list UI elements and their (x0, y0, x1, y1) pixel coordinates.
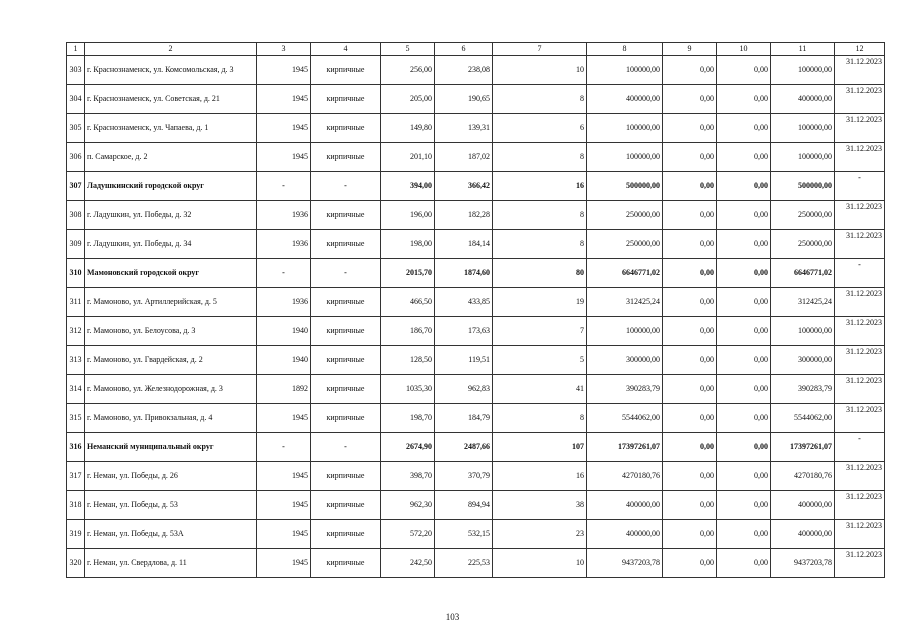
table-row (67, 143, 885, 172)
area-total-cell: 201,10 (381, 143, 435, 172)
area-total-cell: 398,70 (381, 462, 435, 491)
cost-col9-cell: 0,00 (663, 288, 717, 317)
column-header: 1 (67, 43, 85, 56)
cost-col11-cell: 312425,24 (771, 288, 835, 317)
area-total-cell: 2015,70 (381, 259, 435, 288)
area-total-cell: 962,30 (381, 491, 435, 520)
year-cell: 1945 (257, 520, 311, 549)
material-cell: - (311, 433, 381, 462)
row-number: 308 (67, 201, 85, 230)
address-cell: г. Краснознаменск, ул. Советская, д. 21 (85, 85, 257, 114)
area-living-cell: 532,15 (435, 520, 493, 549)
cost-col11-cell: 500000,00 (771, 172, 835, 201)
cost-col10-cell: 0,00 (717, 433, 771, 462)
cost-col11-cell: 390283,79 (771, 375, 835, 404)
material-cell: кирпичные (311, 85, 381, 114)
cost-total-cell: 500000,00 (587, 172, 663, 201)
material-cell: - (311, 259, 381, 288)
cost-col11-cell: 250000,00 (771, 201, 835, 230)
table-row (67, 317, 885, 346)
year-cell: 1945 (257, 114, 311, 143)
area-living-cell: 139,31 (435, 114, 493, 143)
year-cell: 1945 (257, 491, 311, 520)
cost-col10-cell: 0,00 (717, 346, 771, 375)
deadline-cell: 31.12.2023 (835, 230, 885, 259)
cost-col9-cell: 0,00 (663, 143, 717, 172)
cost-col9-cell: 0,00 (663, 404, 717, 433)
residents-cell: 16 (493, 462, 587, 491)
year-cell: 1936 (257, 230, 311, 259)
year-cell: 1945 (257, 462, 311, 491)
table-row (67, 462, 885, 491)
deadline-cell: - (835, 259, 885, 288)
deadline-cell: 31.12.2023 (835, 549, 885, 578)
residents-cell: 16 (493, 172, 587, 201)
column-header: 4 (311, 43, 381, 56)
row-number: 318 (67, 491, 85, 520)
address-cell: г. Мамоново, ул. Белоусова, д. 3 (85, 317, 257, 346)
residents-cell: 8 (493, 201, 587, 230)
residents-cell: 107 (493, 433, 587, 462)
column-header: 7 (493, 43, 587, 56)
cost-col10-cell: 0,00 (717, 230, 771, 259)
area-total-cell: 572,20 (381, 520, 435, 549)
cost-col9-cell: 0,00 (663, 462, 717, 491)
table-row (67, 375, 885, 404)
material-cell: кирпичные (311, 114, 381, 143)
group-total-row (67, 259, 885, 288)
cost-total-cell: 400000,00 (587, 491, 663, 520)
deadline-cell: - (835, 172, 885, 201)
cost-col9-cell: 0,00 (663, 201, 717, 230)
cost-col10-cell: 0,00 (717, 56, 771, 85)
cost-total-cell: 100000,00 (587, 56, 663, 85)
area-living-cell: 433,85 (435, 288, 493, 317)
address-cell: г. Краснознаменск, ул. Чапаева, д. 1 (85, 114, 257, 143)
cost-col9-cell: 0,00 (663, 172, 717, 201)
address-cell: Мамоновский городской округ (85, 259, 257, 288)
area-total-cell: 256,00 (381, 56, 435, 85)
area-total-cell: 196,00 (381, 201, 435, 230)
year-cell: - (257, 259, 311, 288)
cost-col10-cell: 0,00 (717, 491, 771, 520)
area-living-cell: 962,83 (435, 375, 493, 404)
year-cell: 1940 (257, 317, 311, 346)
deadline-cell: 31.12.2023 (835, 288, 885, 317)
table-row (67, 56, 885, 85)
residents-cell: 41 (493, 375, 587, 404)
address-cell: г. Мамоново, ул. Артиллерийская, д. 5 (85, 288, 257, 317)
material-cell: кирпичные (311, 462, 381, 491)
address-cell: г. Мамоново, ул. Железнодорожная, д. 3 (85, 375, 257, 404)
residents-cell: 10 (493, 56, 587, 85)
row-number: 316 (67, 433, 85, 462)
area-total-cell: 198,00 (381, 230, 435, 259)
area-total-cell: 128,50 (381, 346, 435, 375)
cost-total-cell: 9437203,78 (587, 549, 663, 578)
table-row (67, 288, 885, 317)
row-number: 307 (67, 172, 85, 201)
area-living-cell: 366,42 (435, 172, 493, 201)
address-cell: п. Самарское, д. 2 (85, 143, 257, 172)
material-cell: кирпичные (311, 230, 381, 259)
material-cell: кирпичные (311, 56, 381, 85)
row-number: 306 (67, 143, 85, 172)
material-cell: - (311, 172, 381, 201)
area-total-cell: 242,50 (381, 549, 435, 578)
cost-col10-cell: 0,00 (717, 462, 771, 491)
year-cell: 1940 (257, 346, 311, 375)
column-number-row (67, 43, 885, 56)
cost-col9-cell: 0,00 (663, 433, 717, 462)
cost-total-cell: 5544062,00 (587, 404, 663, 433)
cost-total-cell: 100000,00 (587, 317, 663, 346)
table-row (67, 346, 885, 375)
cost-col11-cell: 100000,00 (771, 143, 835, 172)
area-total-cell: 198,70 (381, 404, 435, 433)
cost-col9-cell: 0,00 (663, 85, 717, 114)
deadline-cell: 31.12.2023 (835, 201, 885, 230)
row-number: 313 (67, 346, 85, 375)
column-header: 3 (257, 43, 311, 56)
material-cell: кирпичные (311, 346, 381, 375)
year-cell: 1936 (257, 288, 311, 317)
cost-total-cell: 400000,00 (587, 520, 663, 549)
cost-col9-cell: 0,00 (663, 317, 717, 346)
year-cell: 1945 (257, 549, 311, 578)
cost-total-cell: 400000,00 (587, 85, 663, 114)
column-header: 9 (663, 43, 717, 56)
material-cell: кирпичные (311, 375, 381, 404)
area-living-cell: 370,79 (435, 462, 493, 491)
area-total-cell: 186,70 (381, 317, 435, 346)
residents-cell: 7 (493, 317, 587, 346)
group-total-row (67, 172, 885, 201)
area-living-cell: 238,08 (435, 56, 493, 85)
table-row (67, 114, 885, 143)
table-row (67, 201, 885, 230)
row-number: 320 (67, 549, 85, 578)
cost-total-cell: 300000,00 (587, 346, 663, 375)
table-row (67, 520, 885, 549)
residents-cell: 8 (493, 230, 587, 259)
table-row (67, 549, 885, 578)
cost-total-cell: 390283,79 (587, 375, 663, 404)
row-number: 311 (67, 288, 85, 317)
material-cell: кирпичные (311, 404, 381, 433)
area-total-cell: 149,80 (381, 114, 435, 143)
cost-col11-cell: 400000,00 (771, 85, 835, 114)
cost-col10-cell: 0,00 (717, 549, 771, 578)
cost-col11-cell: 9437203,78 (771, 549, 835, 578)
address-cell: г. Ладушкин, ул. Победы, д. 34 (85, 230, 257, 259)
deadline-cell: 31.12.2023 (835, 143, 885, 172)
cost-col11-cell: 6646771,02 (771, 259, 835, 288)
deadline-cell: 31.12.2023 (835, 56, 885, 85)
residents-cell: 19 (493, 288, 587, 317)
material-cell: кирпичные (311, 143, 381, 172)
material-cell: кирпичные (311, 491, 381, 520)
column-header: 2 (85, 43, 257, 56)
material-cell: кирпичные (311, 520, 381, 549)
area-living-cell: 190,65 (435, 85, 493, 114)
cost-col9-cell: 0,00 (663, 114, 717, 143)
row-number: 304 (67, 85, 85, 114)
row-number: 310 (67, 259, 85, 288)
year-cell: 1892 (257, 375, 311, 404)
cost-col10-cell: 0,00 (717, 85, 771, 114)
year-cell: - (257, 433, 311, 462)
cost-col10-cell: 0,00 (717, 114, 771, 143)
row-number: 303 (67, 56, 85, 85)
cost-col11-cell: 4270180,76 (771, 462, 835, 491)
address-cell: г. Неман, ул. Победы, д. 26 (85, 462, 257, 491)
deadline-cell: 31.12.2023 (835, 462, 885, 491)
address-cell: г. Неман, ул. Победы, д. 53А (85, 520, 257, 549)
area-living-cell: 184,14 (435, 230, 493, 259)
area-total-cell: 466,50 (381, 288, 435, 317)
address-cell: г. Неман, ул. Свердлова, д. 11 (85, 549, 257, 578)
area-total-cell: 2674,90 (381, 433, 435, 462)
page-number: 103 (445, 612, 460, 622)
housing-table (66, 42, 885, 578)
cost-col10-cell: 0,00 (717, 259, 771, 288)
cost-col11-cell: 100000,00 (771, 56, 835, 85)
column-header: 10 (717, 43, 771, 56)
year-cell: - (257, 172, 311, 201)
residents-cell: 10 (493, 549, 587, 578)
residents-cell: 8 (493, 143, 587, 172)
row-number: 312 (67, 317, 85, 346)
deadline-cell: 31.12.2023 (835, 114, 885, 143)
year-cell: 1945 (257, 56, 311, 85)
cost-col9-cell: 0,00 (663, 549, 717, 578)
cost-col10-cell: 0,00 (717, 201, 771, 230)
deadline-cell: 31.12.2023 (835, 520, 885, 549)
area-total-cell: 205,00 (381, 85, 435, 114)
cost-col11-cell: 250000,00 (771, 230, 835, 259)
area-living-cell: 2487,66 (435, 433, 493, 462)
table-row (67, 85, 885, 114)
group-total-row (67, 433, 885, 462)
cost-col9-cell: 0,00 (663, 491, 717, 520)
area-total-cell: 1035,30 (381, 375, 435, 404)
cost-col11-cell: 400000,00 (771, 491, 835, 520)
residents-cell: 23 (493, 520, 587, 549)
year-cell: 1936 (257, 201, 311, 230)
cost-total-cell: 250000,00 (587, 230, 663, 259)
area-living-cell: 187,02 (435, 143, 493, 172)
row-number: 314 (67, 375, 85, 404)
address-cell: г. Мамоново, ул. Гвардейская, д. 2 (85, 346, 257, 375)
residents-cell: 80 (493, 259, 587, 288)
row-number: 315 (67, 404, 85, 433)
residents-cell: 8 (493, 404, 587, 433)
cost-col11-cell: 100000,00 (771, 114, 835, 143)
cost-col10-cell: 0,00 (717, 317, 771, 346)
area-living-cell: 225,53 (435, 549, 493, 578)
area-living-cell: 173,63 (435, 317, 493, 346)
cost-col11-cell: 5544062,00 (771, 404, 835, 433)
residents-cell: 38 (493, 491, 587, 520)
cost-col9-cell: 0,00 (663, 520, 717, 549)
material-cell: кирпичные (311, 317, 381, 346)
column-header: 8 (587, 43, 663, 56)
deadline-cell: - (835, 433, 885, 462)
residents-cell: 6 (493, 114, 587, 143)
cost-col9-cell: 0,00 (663, 259, 717, 288)
cost-total-cell: 100000,00 (587, 143, 663, 172)
cost-col11-cell: 300000,00 (771, 346, 835, 375)
material-cell: кирпичные (311, 288, 381, 317)
material-cell: кирпичные (311, 201, 381, 230)
cost-col10-cell: 0,00 (717, 375, 771, 404)
cost-col10-cell: 0,00 (717, 520, 771, 549)
cost-col10-cell: 0,00 (717, 143, 771, 172)
deadline-cell: 31.12.2023 (835, 404, 885, 433)
area-living-cell: 182,28 (435, 201, 493, 230)
address-cell: г. Краснознаменск, ул. Комсомольская, д. 3 (85, 56, 257, 85)
year-cell: 1945 (257, 404, 311, 433)
cost-col10-cell: 0,00 (717, 404, 771, 433)
cost-col11-cell: 100000,00 (771, 317, 835, 346)
column-header: 12 (835, 43, 885, 56)
deadline-cell: 31.12.2023 (835, 375, 885, 404)
material-cell: кирпичные (311, 549, 381, 578)
deadline-cell: 31.12.2023 (835, 346, 885, 375)
year-cell: 1945 (257, 85, 311, 114)
column-header: 11 (771, 43, 835, 56)
residents-cell: 5 (493, 346, 587, 375)
cost-col10-cell: 0,00 (717, 172, 771, 201)
row-number: 317 (67, 462, 85, 491)
cost-col11-cell: 400000,00 (771, 520, 835, 549)
cost-total-cell: 4270180,76 (587, 462, 663, 491)
residents-cell: 8 (493, 85, 587, 114)
deadline-cell: 31.12.2023 (835, 317, 885, 346)
area-living-cell: 1874,60 (435, 259, 493, 288)
year-cell: 1945 (257, 143, 311, 172)
cost-col9-cell: 0,00 (663, 230, 717, 259)
address-cell: Неманский муниципальный округ (85, 433, 257, 462)
cost-total-cell: 250000,00 (587, 201, 663, 230)
table-row (67, 404, 885, 433)
cost-total-cell: 6646771,02 (587, 259, 663, 288)
column-header: 5 (381, 43, 435, 56)
cost-col9-cell: 0,00 (663, 56, 717, 85)
area-living-cell: 184,79 (435, 404, 493, 433)
column-header: 6 (435, 43, 493, 56)
address-cell: г. Мамоново, ул. Привокзальная, д. 4 (85, 404, 257, 433)
area-living-cell: 119,51 (435, 346, 493, 375)
row-number: 305 (67, 114, 85, 143)
cost-total-cell: 312425,24 (587, 288, 663, 317)
table-row (67, 230, 885, 259)
row-number: 309 (67, 230, 85, 259)
cost-col9-cell: 0,00 (663, 346, 717, 375)
deadline-cell: 31.12.2023 (835, 85, 885, 114)
area-total-cell: 394,00 (381, 172, 435, 201)
cost-col10-cell: 0,00 (717, 288, 771, 317)
deadline-cell: 31.12.2023 (835, 491, 885, 520)
area-living-cell: 894,94 (435, 491, 493, 520)
cost-col9-cell: 0,00 (663, 375, 717, 404)
cost-col11-cell: 17397261,07 (771, 433, 835, 462)
address-cell: г. Неман, ул. Победы, д. 53 (85, 491, 257, 520)
address-cell: г. Ладушкин, ул. Победы, д. 32 (85, 201, 257, 230)
row-number: 319 (67, 520, 85, 549)
table-row (67, 491, 885, 520)
cost-total-cell: 17397261,07 (587, 433, 663, 462)
address-cell: Ладушкинский городской округ (85, 172, 257, 201)
cost-total-cell: 100000,00 (587, 114, 663, 143)
